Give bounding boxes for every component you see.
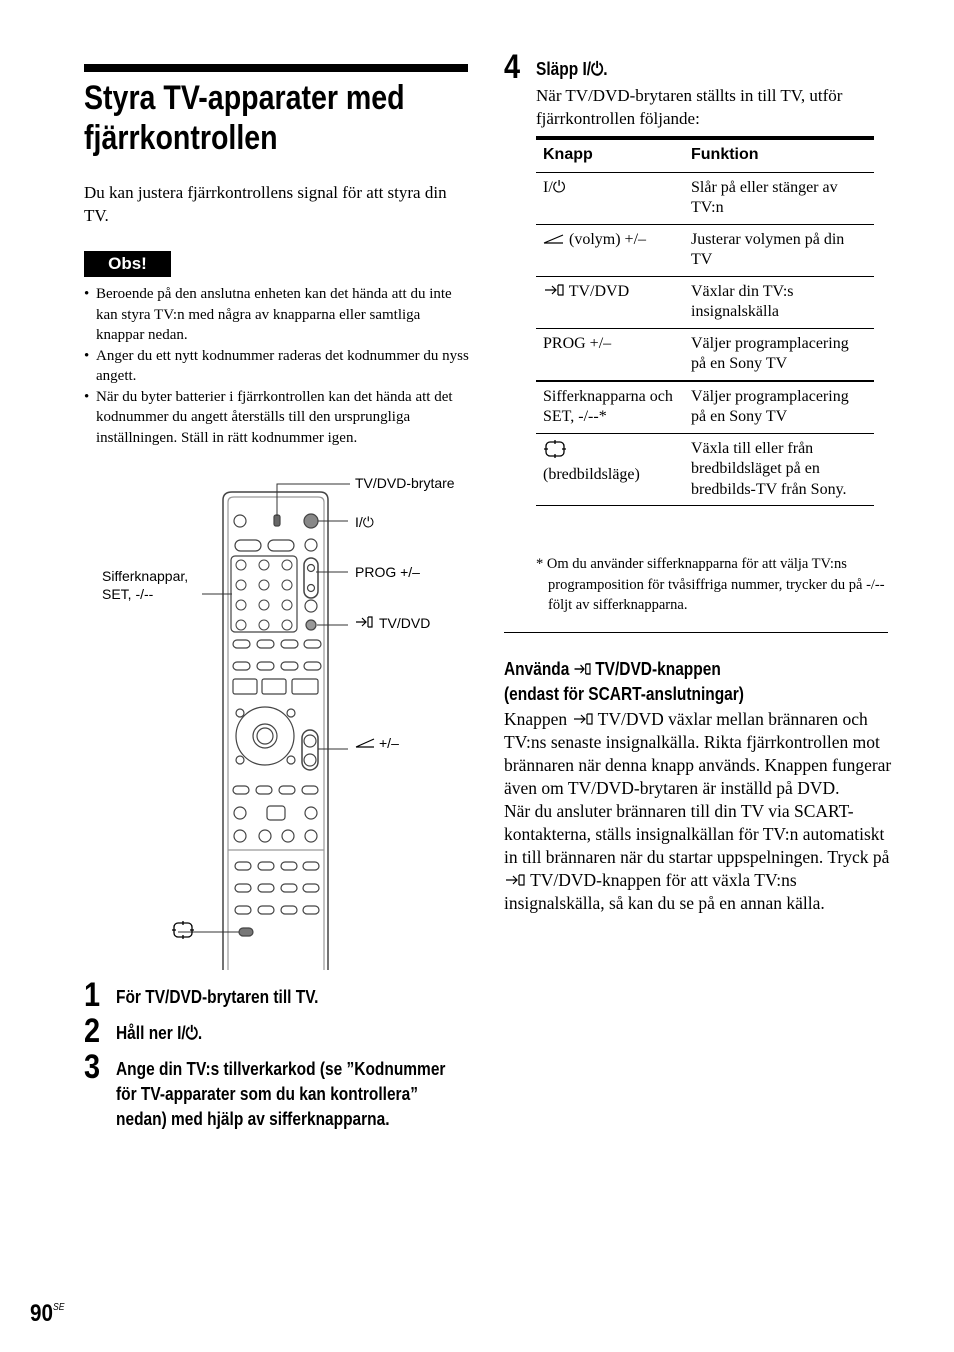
step-number: 2 [84,1012,101,1050]
step-text: Ange din TV:s tillverkarkod (se ”Kodnummer för TV-apparater som du kan kontrollera” nedan) med hjälp av sifferknapparna. [116,1059,446,1129]
function-cell: Växla till eller från bredbildsläget på en bredbilds-TV från Sony. [684,433,874,506]
label-tv-dvd: TV/DVD [355,614,430,632]
notes-list [84,284,470,448]
subsection-heading: Använda TV/DVD-knappen (endast för SCART-anslutningar) [504,659,744,704]
step-number: 1 [84,976,101,1014]
step-text: Släpp I/⏻. [536,59,608,79]
function-table [536,136,874,506]
note-item: • När du byter batterier i fjärrkontrollen kan det hända att det kodnummer du angett återställs till den ursprungliga inställningen. Ställ in rätt kodnummer igen. [84,387,470,449]
column-header: Knapp [543,146,593,163]
label-prog: PROG +/– [355,564,420,580]
step4-description: När TV/DVD-brytaren ställts in till TV, utför fjärrkontrollen följande: [536,86,843,128]
divider [504,632,888,633]
obs-badge: Obs! [84,251,171,277]
footnote: * Om du använder sifferknapparna för att välja TV:ns programposition för tvåsiffriga nummer, trycker du på -/-- följt av sifferknapparna. [536,556,885,613]
step-number: 4 [504,48,521,86]
widescreen-icon [543,439,677,466]
step-number: 3 [84,1048,101,1086]
page-title: Styra TV-apparater med fjärrkontrollen [84,79,405,157]
table-row [536,172,874,224]
volume-icon [543,231,565,248]
function-cell: Väljer programplacering på en Sony TV [684,381,874,434]
note-item: • Anger du ett nytt kodnummer raderas det kodnummer du nyss angett. [84,346,470,387]
step-text: För TV/DVD-brytaren till TV. [116,987,319,1007]
page-number: $90^{SE}$ [30,1300,65,1327]
key-cell: PROG +/– [536,328,684,381]
intro-text: Du kan justera fjärrkontrollens signal för att styra din TV. [84,183,447,225]
table-row [536,276,874,328]
key-cell: TV/DVD [536,276,684,328]
input-select-icon [574,659,591,679]
key-cell: (volym) +/– [536,224,684,276]
input-select-icon [355,614,379,632]
label-tv-dvd-switch: TV/DVD-brytare [355,475,455,491]
volume-icon [355,734,379,752]
label-volume: +/– [355,734,399,752]
function-cell: Justerar volymen på din TV [684,224,874,276]
widescreen-icon [171,920,195,945]
remote-illustration [160,470,460,970]
key-cell: (bredbildsläge) [536,433,684,506]
label-power: I/⏻ [355,514,374,530]
step-text: Håll ner I/⏻. [116,1023,203,1043]
note-item: • Beroende på den anslutna enheten kan det hända att du inte kan styra TV:n med några av knapparna eller samtliga knappar nedan. [84,284,470,346]
table-header-row [536,138,874,172]
input-select-icon [572,709,594,729]
column-header: Funktion [691,146,759,163]
key-cell: I/⏻ [536,172,684,224]
input-select-icon [504,870,526,890]
table-row [536,224,874,276]
input-select-icon [543,283,565,300]
key-cell: Sifferknapparna och SET, -/--* [536,381,684,434]
function-cell: Slår på eller stänger av TV:n [684,172,874,224]
function-cell: Växlar din TV:s insignalskälla [684,276,874,328]
title-bar [84,64,468,72]
function-cell: Väljer programplacering på en Sony TV [684,328,874,381]
subsection-body: Knappen TV/DVD växlar mellan brännaren och TV:ns senaste insignalkälla. Rikta fjärrkontrollen mot brännaren när denna knapp används. Knappen fungerar även om TV/DVD-brytaren är inställd på DVD. När du ansluter brännaren till din TV via SCART-kontakterna, ställs insignalkällan för TV:n automatiskt in till brännaren när du startar uppspelningen. Tryck på TV/DVD-knappen för att växla TV:ns insignalskälla, så kan du se på en annan källa. [504,709,892,913]
label-number-keys: Sifferknappar, SET, -/-- [102,568,189,602]
table-row [536,433,874,506]
table-row [536,328,874,381]
table-row [536,381,874,434]
